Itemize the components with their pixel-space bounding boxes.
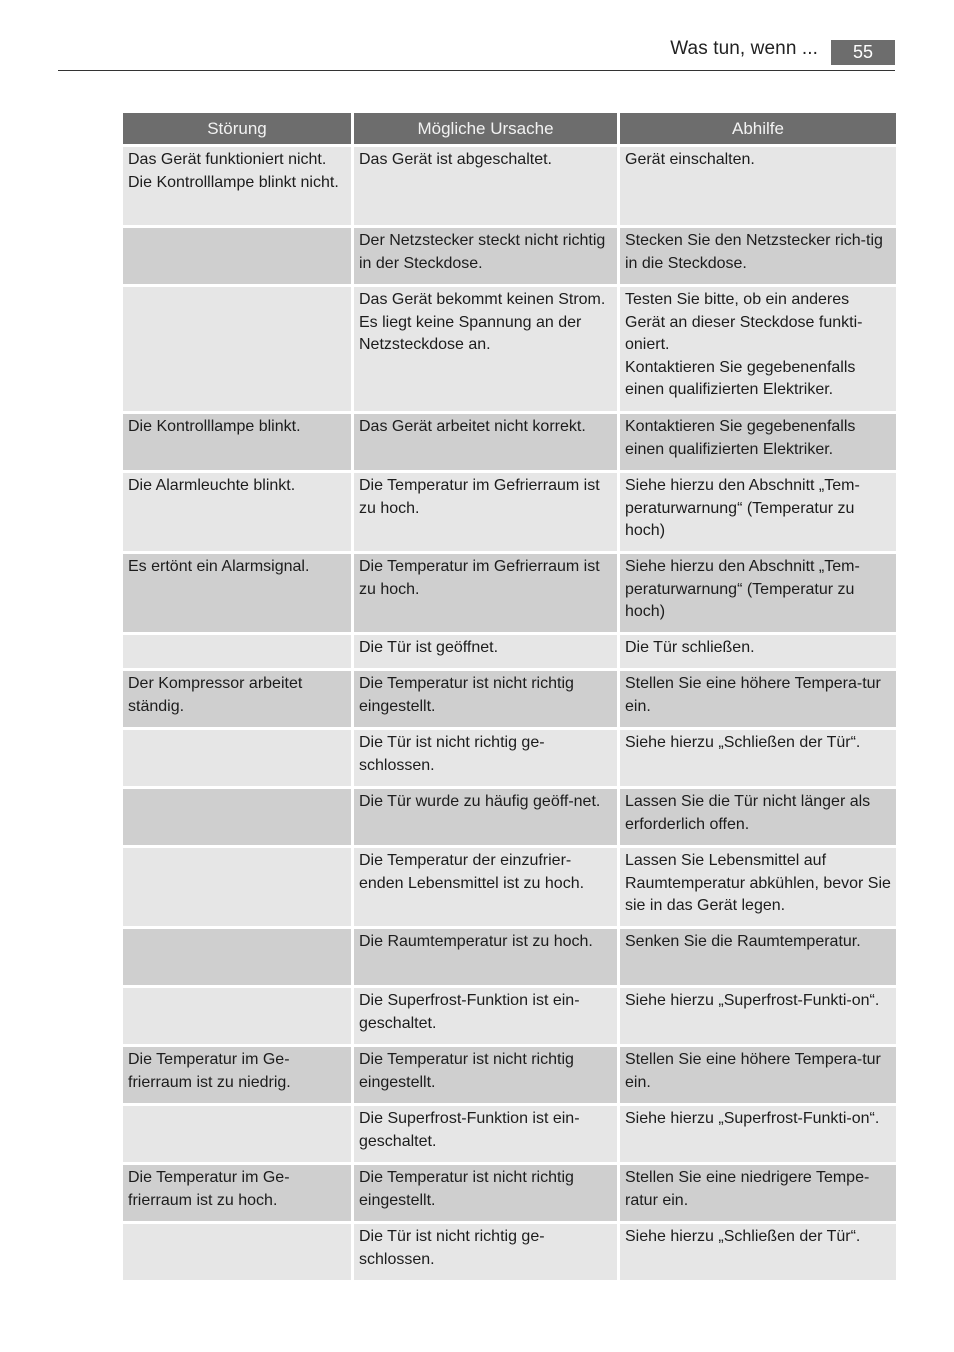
remedy-cell: Siehe hierzu „Superfrost-Funkti-on“.	[620, 1106, 896, 1162]
problem-cell: Die Temperatur im Ge-frierraum ist zu hoch.	[123, 1165, 351, 1221]
table-row	[123, 287, 896, 411]
remedy-cell: Siehe hierzu den Abschnitt „Tem-peraturwarnung“ (Temperatur zu hoch)	[620, 554, 896, 632]
problem-cell	[123, 635, 351, 668]
header-rule	[58, 70, 895, 71]
problem-cell	[123, 1106, 351, 1162]
section-title: Was tun, wenn ...	[670, 38, 818, 59]
cause-cell: Die Temperatur ist nicht richtig eingestellt.	[354, 1165, 617, 1221]
remedy-cell: Lassen Sie Lebensmittel auf Raumtemperatur abkühlen, bevor Sie sie in das Gerät legen.	[620, 848, 896, 926]
table-row	[123, 147, 896, 225]
remedy-cell: Senken Sie die Raumtemperatur.	[620, 929, 896, 985]
problem-cell: Die Alarmleuchte blinkt.	[123, 473, 351, 551]
table-row	[123, 730, 896, 786]
table-header-row	[123, 113, 896, 144]
problem-cell	[123, 929, 351, 985]
table-row	[123, 789, 896, 845]
remedy-cell: Stellen Sie eine niedrigere Tempe-ratur ein.	[620, 1165, 896, 1221]
cause-cell: Die Superfrost-Funktion ist ein-geschaltet.	[354, 988, 617, 1044]
problem-cell	[123, 730, 351, 786]
problem-cell: Es ertönt ein Alarmsignal.	[123, 554, 351, 632]
cause-cell: Das Gerät arbeitet nicht korrekt.	[354, 414, 617, 470]
cause-cell: Der Netzstecker steckt nicht richtig in der Steckdose.	[354, 228, 617, 284]
page-number: 55	[831, 40, 895, 65]
remedy-cell: Siehe hierzu den Abschnitt „Tem-peraturwarnung“ (Temperatur zu hoch)	[620, 473, 896, 551]
troubleshooting-table	[120, 110, 899, 1283]
table-row	[123, 1224, 896, 1280]
cause-cell: Die Tür ist nicht richtig ge-schlossen.	[354, 1224, 617, 1280]
table-row	[123, 473, 896, 551]
remedy-cell: Stecken Sie den Netzstecker rich-tig in die Steckdose.	[620, 228, 896, 284]
cause-cell: Die Temperatur im Gefrierraum ist zu hoch.	[354, 473, 617, 551]
problem-cell	[123, 287, 351, 411]
column-header-cause: Mögliche Ursache	[354, 113, 617, 144]
problem-cell: Das Gerät funktioniert nicht. Die Kontrolllampe blinkt nicht.	[123, 147, 351, 225]
table-row	[123, 988, 896, 1044]
table-row	[123, 635, 896, 668]
table-row	[123, 1047, 896, 1103]
cause-cell: Die Tür wurde zu häufig geöff-net.	[354, 789, 617, 845]
cause-cell: Das Gerät ist abgeschaltet.	[354, 147, 617, 225]
table-row	[123, 671, 896, 727]
remedy-cell: Die Tür schließen.	[620, 635, 896, 668]
table-row	[123, 554, 896, 632]
problem-cell: Der Kompressor arbeitet ständig.	[123, 671, 351, 727]
cause-cell: Die Temperatur ist nicht richtig eingestellt.	[354, 1047, 617, 1103]
problem-cell: Die Kontrolllampe blinkt.	[123, 414, 351, 470]
column-header-remedy: Abhilfe	[620, 113, 896, 144]
remedy-cell: Stellen Sie eine höhere Tempera-tur ein.	[620, 671, 896, 727]
problem-cell	[123, 228, 351, 284]
problem-cell	[123, 848, 351, 926]
table-row	[123, 228, 896, 284]
remedy-cell: Gerät einschalten.	[620, 147, 896, 225]
column-header-problem: Störung	[123, 113, 351, 144]
cause-cell: Die Tür ist nicht richtig ge-schlossen.	[354, 730, 617, 786]
cause-cell: Das Gerät bekommt keinen Strom. Es liegt keine Spannung an der Netzsteckdose an.	[354, 287, 617, 411]
cause-cell: Die Temperatur der einzufrier-enden Lebensmittel ist zu hoch.	[354, 848, 617, 926]
problem-cell	[123, 1224, 351, 1280]
remedy-cell: Stellen Sie eine höhere Tempera-tur ein.	[620, 1047, 896, 1103]
problem-cell: Die Temperatur im Ge-frierraum ist zu niedrig.	[123, 1047, 351, 1103]
table-row	[123, 848, 896, 926]
remedy-cell: Siehe hierzu „Schließen der Tür“.	[620, 1224, 896, 1280]
remedy-cell: Siehe hierzu „Superfrost-Funkti-on“.	[620, 988, 896, 1044]
remedy-cell: Siehe hierzu „Schließen der Tür“.	[620, 730, 896, 786]
cause-cell: Die Tür ist geöffnet.	[354, 635, 617, 668]
table-row	[123, 414, 896, 470]
cause-cell: Die Superfrost-Funktion ist ein-geschaltet.	[354, 1106, 617, 1162]
table-row	[123, 1106, 896, 1162]
problem-cell	[123, 988, 351, 1044]
cause-cell: Die Raumtemperatur ist zu hoch.	[354, 929, 617, 985]
remedy-cell: Kontaktieren Sie gegebenenfalls einen qualifizierten Elektriker.	[620, 414, 896, 470]
cause-cell: Die Temperatur ist nicht richtig eingestellt.	[354, 671, 617, 727]
remedy-cell: Testen Sie bitte, ob ein anderes Gerät an dieser Steckdose funkti-oniert. Kontaktieren Sie gegebenenfalls einen qualifizierten Elektriker.	[620, 287, 896, 411]
table-row	[123, 1165, 896, 1221]
problem-cell	[123, 789, 351, 845]
table-row	[123, 929, 896, 985]
cause-cell: Die Temperatur im Gefrierraum ist zu hoch.	[354, 554, 617, 632]
remedy-cell: Lassen Sie die Tür nicht länger als erforderlich offen.	[620, 789, 896, 845]
